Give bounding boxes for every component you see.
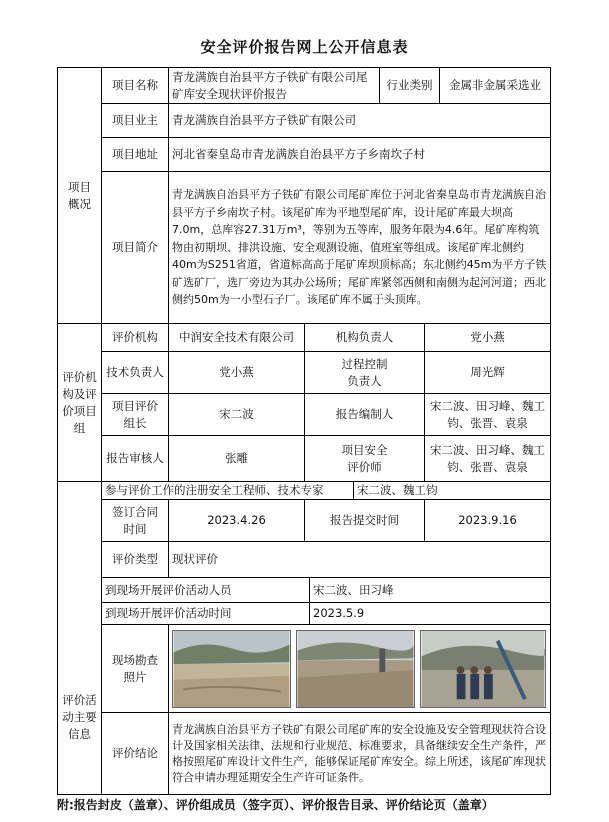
- location-value: 河北省秦皇岛市青龙满族自治县平方子乡南坎子村: [169, 138, 550, 172]
- agency-head-value: 党小燕: [425, 324, 550, 352]
- project-name-value: 青龙满族自治县平方子铁矿有限公司尾矿库安全现状评价报告: [169, 68, 380, 104]
- process-head-value: 周光辉: [425, 352, 550, 394]
- page-title: 安全评价报告网上公开信息表: [200, 38, 409, 56]
- tech-head-value: 党小燕: [169, 352, 305, 394]
- info-table: [57, 67, 551, 795]
- onsite-people-label: 到现场开展评价活动人员: [102, 578, 310, 603]
- intro-label: 项目简介: [102, 172, 169, 324]
- intro-value: 青龙满族自治县平方子铁矿有限公司尾矿库位于河北省秦皇岛市青龙满族自治县平方子乡南坎子村。该尾矿库为平地型尾矿库，设计尾矿库最大坝高7.0m，总库容27.31万m³，等别为五等库，服务年限为4.6年。尾矿库构筑物由初期坝、排洪设施、安全观测设施、值班室等组成。该尾矿库北侧约40m为S251省道，省道标高高于尾矿库坝顶标高；东北侧约45m为平方子铁矿选矿厂，选厂旁边为其办公场所；尾矿库紧邻西侧和南侧为起河河道；西北侧约50m为一小型石子厂。该尾矿库不属于头顶库。: [169, 172, 550, 324]
- report-reviewer-value: 张雕: [169, 436, 305, 482]
- agency-label: 评价机构: [102, 324, 169, 352]
- site-photo-2: [296, 630, 415, 708]
- org-group-label: 评价机 构及评 价项目 组: [58, 324, 102, 482]
- process-head-label: 过程控制 负责人: [305, 352, 425, 394]
- engineers-label: 参与评价工作的注册安全工程师、技术专家: [102, 482, 354, 500]
- contract-date-label: 签订合同 时间: [102, 500, 169, 542]
- submit-date-value: 2023.9.16: [425, 500, 550, 542]
- footnote: 附:报告封皮（盖章）、评价组成员（签字页）、评价报告目录、评价结论页（盖章）: [57, 798, 494, 812]
- industry-value: 金属非金属采选业: [440, 68, 550, 104]
- owner-value: 青龙满族自治县平方子铁矿有限公司: [169, 104, 550, 138]
- agency-head-label: 机构负责人: [305, 324, 425, 352]
- contract-date-value: 2023.4.26: [169, 500, 305, 542]
- report-writer-label: 报告编制人: [305, 394, 425, 436]
- onsite-time-value: 2023.5.9: [310, 603, 550, 625]
- site-photo-1: [172, 630, 291, 708]
- report-writer-value: 宋二波、田习峰、魏工钧、张晋、袁泉: [425, 394, 550, 436]
- eval-type-value: 现状评价: [169, 542, 550, 578]
- project-name-label: 项目名称: [102, 68, 169, 104]
- assessor-value: 宋二波、田习峰、魏工钧、张晋、袁泉: [425, 436, 550, 482]
- photos-label: 现场勘查 照片: [102, 625, 169, 713]
- engineers-value: 宋二波、魏工钧: [354, 482, 550, 500]
- industry-label: 行业类别: [380, 68, 440, 104]
- onsite-time-label: 到现场开展评价活动时间: [102, 603, 310, 625]
- owner-label: 项目业主: [102, 104, 169, 138]
- report-reviewer-label: 报告审核人: [102, 436, 169, 482]
- eval-type-label: 评价类型: [102, 542, 169, 578]
- location-label: 项目地址: [102, 138, 169, 172]
- conclusion-label: 评价结论: [102, 713, 169, 794]
- onsite-people-value: 宋二波、田习峰: [310, 578, 550, 603]
- overview-group-label: 项目 概况: [58, 68, 102, 324]
- site-photo-3: [420, 630, 546, 708]
- assessor-label: 项目安全 评价师: [305, 436, 425, 482]
- team-lead-value: 宋二波: [169, 394, 305, 436]
- submit-date-label: 报告提交时间: [305, 500, 425, 542]
- activity-group-label: 评价活 动主要 信息: [58, 482, 102, 794]
- agency-value: 中润安全技术有限公司: [169, 324, 305, 352]
- team-lead-label: 项目评价 组长: [102, 394, 169, 436]
- tech-head-label: 技术负责人: [102, 352, 169, 394]
- conclusion-value: 青龙满族自治县平方子铁矿有限公司尾矿库的安全设施及安全管理现状符合设计及国家相关法律、法规和行业规范、标准要求，具备继续安全生产条件，严格按照尾矿库设计文件生产，能够保证尾矿库安全。综上所述，该尾矿库现状符合申请办理延期安全生产许可证条件。: [172, 722, 546, 784]
